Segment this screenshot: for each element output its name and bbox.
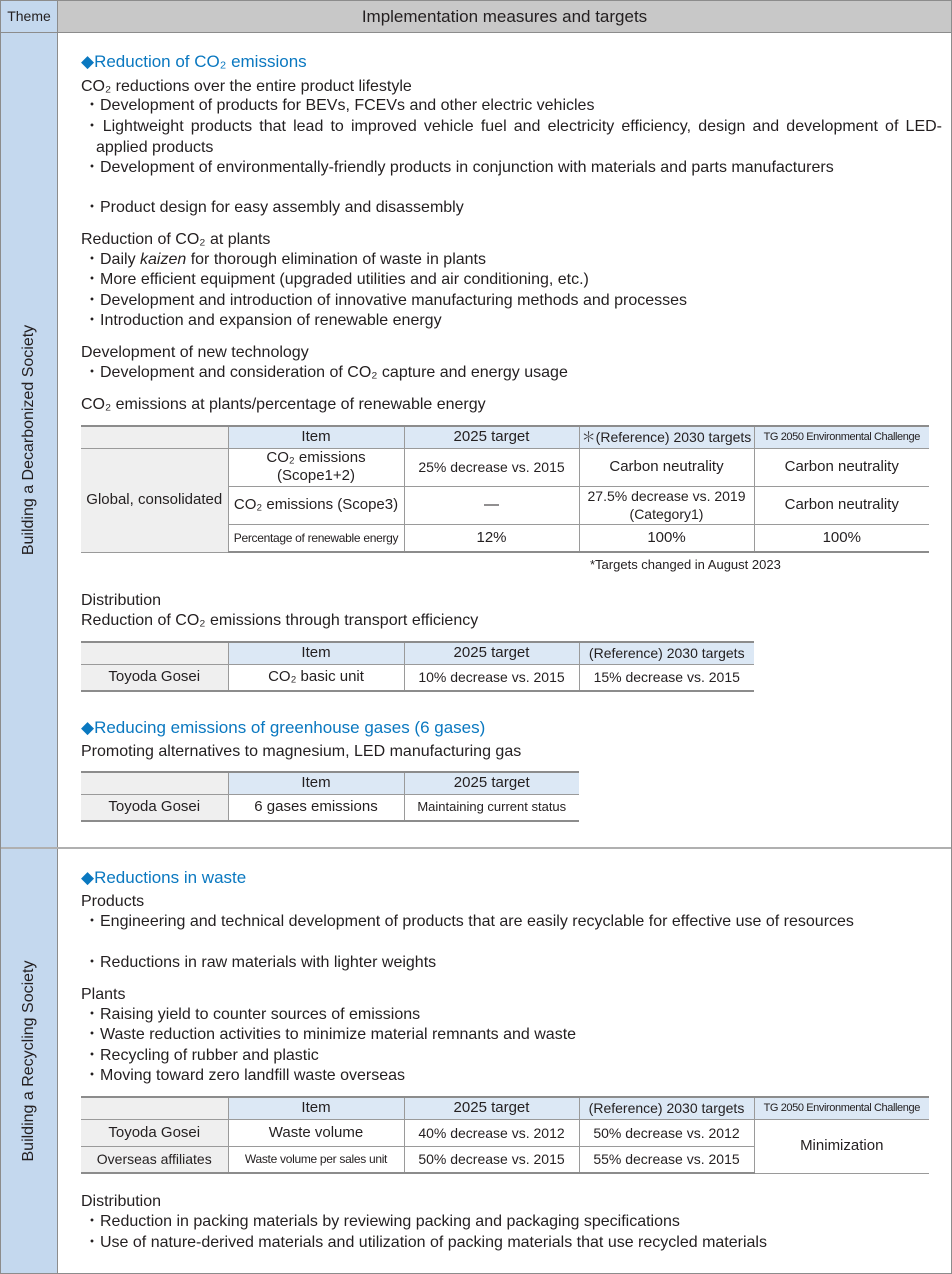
bullet-item: ・Introduction and expansion of renewable energy bbox=[84, 312, 442, 329]
header-cell bbox=[81, 642, 228, 664]
table-cell: 12% bbox=[404, 524, 579, 552]
section-divider bbox=[1, 847, 951, 849]
targets-note: *Targets changed in August 2023 bbox=[590, 557, 781, 572]
subheading-plants-waste: Plants bbox=[81, 986, 126, 1003]
header-cell: 2025 target bbox=[404, 772, 579, 794]
header-cell: TG 2050 Environmental Challenge bbox=[754, 1097, 929, 1119]
table-cell: Overseas affiliates bbox=[81, 1146, 228, 1173]
ghg-text: Promoting alternatives to magnesium, LED manufacturing gas bbox=[81, 743, 522, 760]
distribution-text: Reduction of CO₂ emissions through transport efficiency bbox=[81, 612, 479, 629]
ghg-table bbox=[81, 771, 579, 822]
table-cell: Carbon neutrality bbox=[754, 486, 929, 524]
table-cell: Waste volume per sales unit bbox=[228, 1146, 404, 1173]
header-cell: Item bbox=[228, 642, 404, 664]
header-cell: 2025 target bbox=[404, 1097, 579, 1119]
header-cell: (Reference) 2030 targets bbox=[579, 642, 754, 664]
subheading-distribution-waste: Distribution bbox=[81, 1193, 162, 1210]
table-header bbox=[1, 1, 951, 33]
table-cell: — bbox=[404, 486, 579, 524]
subheading-new-technology: Development of new technology bbox=[81, 344, 309, 361]
table-cell: Toyoda Gosei bbox=[81, 664, 228, 691]
table-cell: Maintaining current status bbox=[404, 794, 579, 821]
header-cell bbox=[81, 1097, 228, 1119]
header-cell: (Reference) 2030 targets bbox=[579, 1097, 754, 1119]
table-cell: 27.5% decrease vs. 2019 (Category1) bbox=[579, 486, 754, 524]
table-cell: Carbon neutrality bbox=[754, 448, 929, 486]
table-cell: Toyoda Gosei bbox=[81, 1119, 228, 1146]
merged-cell: Minimization bbox=[754, 1119, 929, 1173]
distribution-table bbox=[81, 641, 754, 692]
bullet-item: ・Reduction in packing materials by reviewing packing and packaging specifications bbox=[84, 1213, 680, 1230]
bullet-item: ・Recycling of rubber and plastic bbox=[84, 1047, 319, 1064]
bullet-item: ・Reductions in raw materials with lighter weights bbox=[84, 954, 437, 971]
table-cell: CO₂ emissions (Scope1+2) bbox=[228, 448, 404, 486]
bullet-item: ・Engineering and technical development of products that are easily recyclable for effective use of resources bbox=[84, 913, 854, 930]
header-cell: 2025 target bbox=[404, 426, 579, 448]
bullet-item: ・Development and consideration of CO₂ capture and energy usage bbox=[84, 364, 568, 381]
header-cell: Item bbox=[228, 1097, 404, 1119]
bullet-item: ・Product design for easy assembly and disassembly bbox=[84, 199, 464, 216]
header-cell: TG 2050 Environmental Challenge bbox=[754, 426, 929, 448]
header-cell bbox=[81, 772, 228, 794]
theme-decarbonized bbox=[1, 33, 58, 847]
header-cell bbox=[81, 426, 228, 448]
table-cell: CO₂ basic unit bbox=[228, 664, 404, 691]
subheading-plants: Reduction of CO₂ at plants bbox=[81, 231, 271, 248]
bullet-item: ・Lightweight products that lead to improved vehicle fuel and electricity efficiency, design and development of LED-applied products bbox=[84, 118, 942, 156]
subheading-products: Products bbox=[81, 893, 145, 910]
table-cell: 40% decrease vs. 2012 bbox=[404, 1119, 579, 1146]
theme-recycling-label: Building a Recycling Society bbox=[20, 960, 37, 1162]
table-cell: 15% decrease vs. 2015 bbox=[579, 664, 754, 691]
table-cell: Toyoda Gosei bbox=[81, 794, 228, 821]
theme-decarbonized-label: Building a Decarbonized Society bbox=[20, 324, 37, 556]
bullet-item: ・Moving toward zero landfill waste overseas bbox=[84, 1067, 406, 1084]
bullet-item: ・Development of products for BEVs, FCEVs and other electric vehicles bbox=[84, 97, 595, 114]
waste-table bbox=[81, 1096, 929, 1174]
theme-recycling bbox=[1, 849, 58, 1273]
table-cell: 50% decrease vs. 2012 bbox=[579, 1119, 754, 1146]
header-cell: 2025 target bbox=[404, 642, 579, 664]
table-cell: 6 gases emissions bbox=[228, 794, 404, 821]
header-theme: Theme bbox=[1, 1, 58, 32]
heading-co2-reduction: ◆Reduction of CO₂ emissions bbox=[81, 52, 307, 71]
table-cell: 100% bbox=[754, 524, 929, 552]
co2-emissions-table bbox=[81, 425, 929, 553]
table-cell: 10% decrease vs. 2015 bbox=[404, 664, 579, 691]
table-cell: 50% decrease vs. 2015 bbox=[404, 1146, 579, 1173]
table-cell: Carbon neutrality bbox=[579, 448, 754, 486]
bullet-item bbox=[84, 250, 942, 271]
bullet-item: ・Use of nature-derived materials and utilization of packing materials that use recycled materials bbox=[84, 1234, 767, 1251]
bullet-item: ・More efficient equipment (upgraded utilities and air conditioning, etc.) bbox=[84, 271, 589, 288]
subheading-product-lifestyle: CO₂ reductions over the entire product lifestyle bbox=[81, 78, 412, 95]
table-cell: 25% decrease vs. 2015 bbox=[404, 448, 579, 486]
bullet-prefix: ・Daily bbox=[84, 251, 141, 268]
bullet-item: ・Raising yield to counter sources of emissions bbox=[84, 1006, 421, 1023]
header-cell: Item bbox=[228, 426, 404, 448]
table-cell: 55% decrease vs. 2015 bbox=[579, 1146, 754, 1173]
header-cell: ＊(Reference) 2030 targets bbox=[579, 426, 754, 448]
subheading-distribution: Distribution bbox=[81, 592, 162, 609]
heading-waste: ◆Reductions in waste bbox=[81, 868, 247, 887]
bullet-item: ・Development of environmentally-friendly products in conjunction with materials and parts manufacturers bbox=[84, 159, 834, 176]
table-cell: Waste volume bbox=[228, 1119, 404, 1146]
header-implementation: Implementation measures and targets bbox=[361, 7, 648, 26]
header-cell: Item bbox=[228, 772, 404, 794]
table-cell: CO₂ emissions (Scope3) bbox=[228, 486, 404, 524]
bullet-suffix: for thorough elimination of waste in plants bbox=[186, 251, 486, 268]
heading-ghg: ◆Reducing emissions of greenhouse gases (6 gases) bbox=[81, 718, 486, 737]
bullet-item: ・Development and introduction of innovative manufacturing methods and processes bbox=[84, 292, 688, 309]
kaizen-term: kaizen bbox=[140, 251, 187, 268]
bullet-item: ・Waste reduction activities to minimize material remnants and waste bbox=[84, 1026, 577, 1043]
table-cell: Percentage of renewable energy bbox=[228, 524, 404, 552]
subheading-co2-plants: CO₂ emissions at plants/percentage of renewable energy bbox=[81, 396, 486, 413]
table-cell: 100% bbox=[579, 524, 754, 552]
group-cell: Global, consolidated bbox=[81, 448, 228, 552]
